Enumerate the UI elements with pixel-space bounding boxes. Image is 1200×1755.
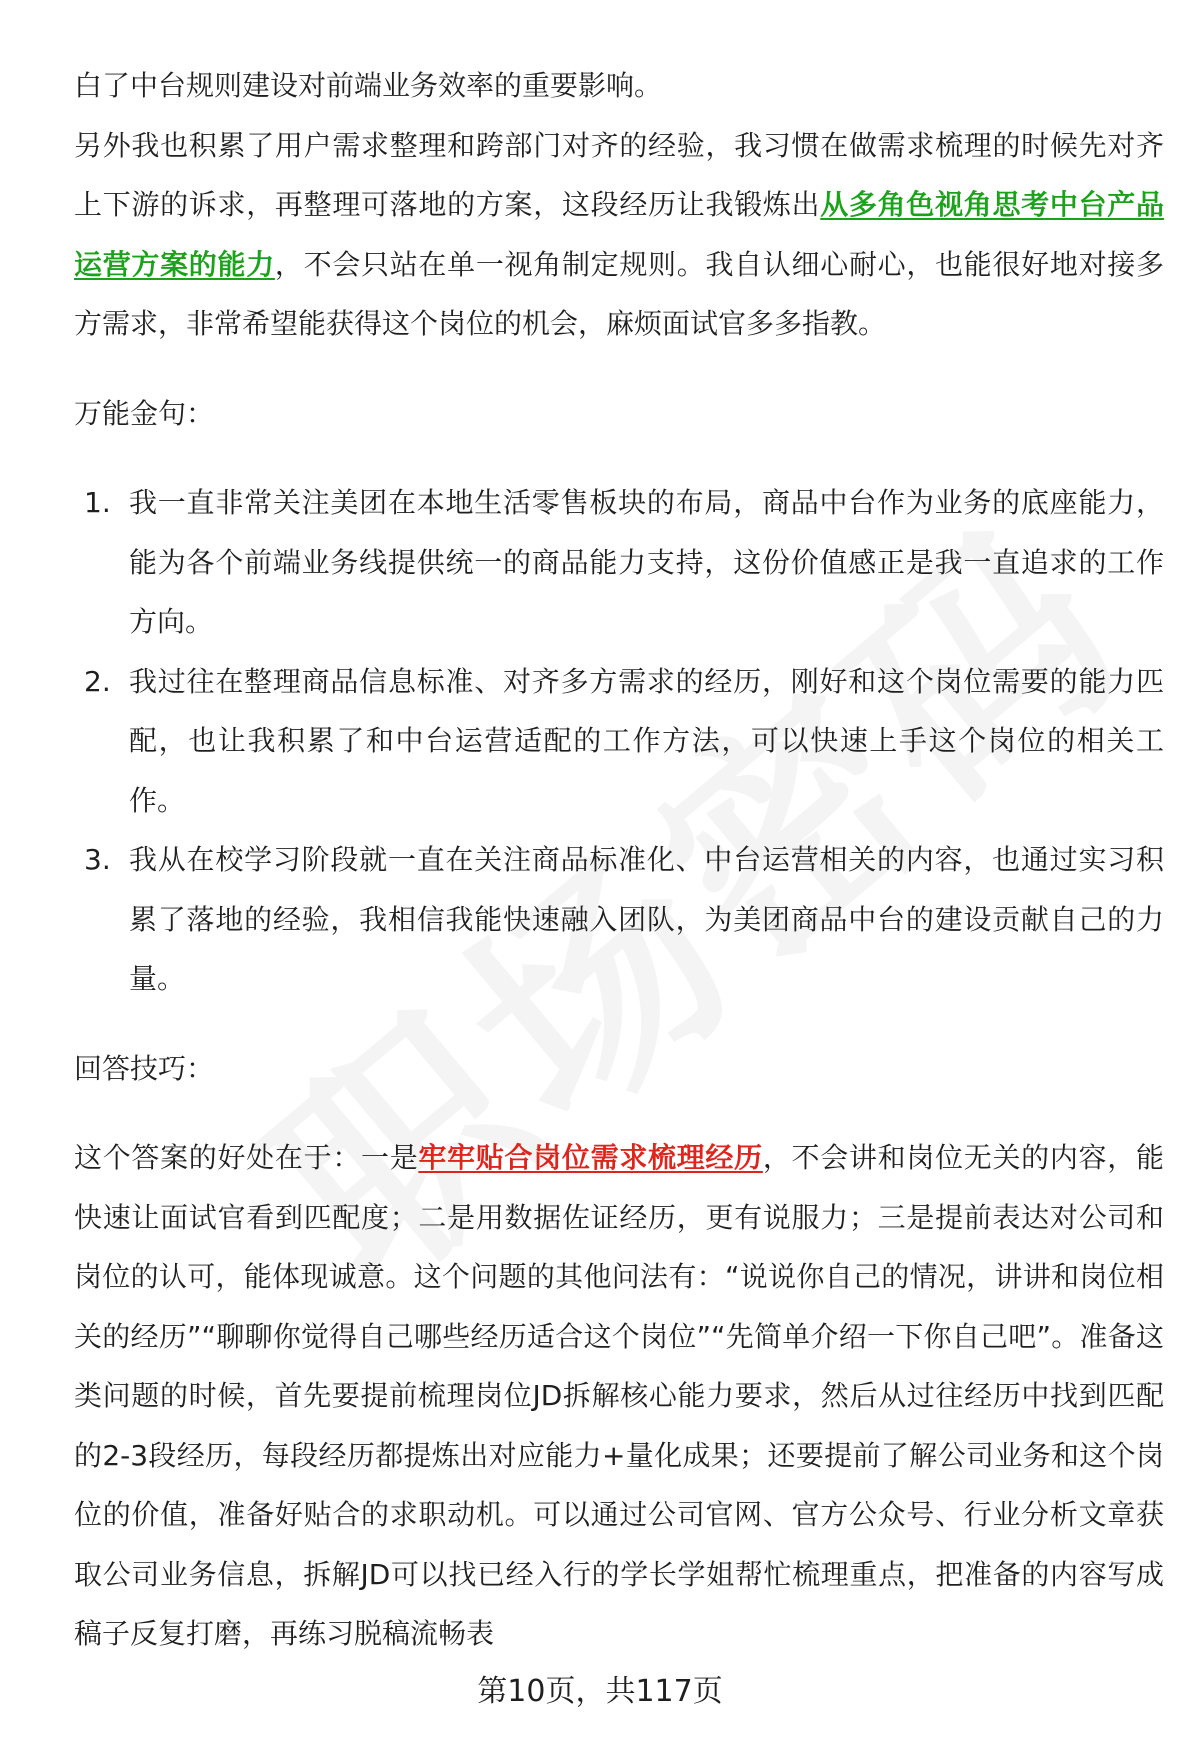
paragraph-top (74, 56, 1164, 116)
tips-text-before: 这个答案的好处在于：一是 (74, 1141, 419, 1174)
golden-sentences-heading: 万能金句： (74, 396, 215, 430)
paragraph-tips (74, 1128, 1164, 1664)
list-item-text: 我过往在整理商品信息标准、对齐多方需求的经历，刚好和这个岗位需要的能力匹配，也让我积累了和中台运营适配的工作方法，可以快速上手这个岗位的相关工作。 (129, 664, 1164, 817)
list-item-number: 2. (84, 664, 111, 698)
page-number-footer: 第10页，共117页 (477, 1674, 723, 1709)
answer-tips-heading: 回答技巧： (74, 1051, 215, 1085)
experience-highlight: 从多角色视角思考中台产品运营方案的能力 (74, 188, 1164, 281)
paragraph-top-text: 白了中台规则建设对前端业务效率的重要影响。 (74, 69, 663, 102)
tips-highlight: 牢牢贴合岗位需求梳理经历 (418, 1141, 763, 1174)
list-item-number: 1. (84, 486, 111, 519)
list-item-text: 我一直非常关注美团在本地生活零售板块的布局，商品中台作为业务的底座能力，能为各个前端业务线提供统一的商品能力支持，这份价值感正是我一直追求的工作方向。 (129, 486, 1164, 638)
list-item (74, 830, 1164, 1009)
golden-sentences-list (74, 473, 1164, 1009)
tips-text-after: ，不会讲和岗位无关的内容，能快速让面试官看到匹配度；二是用数据佐证经历，更有说服力；三是提前表达对公司和岗位的认可，能体现诚意。这个问题的其他问法有：“说说你自己的情况，讲讲和岗位相关的经历”“聊聊你觉得自己哪些经历适合这个岗位”“先简单介绍一下你自己吧”。准备这类问题的时候，首先要提前梳理岗位JD拆解核心能力要求，然后从过往经历中找到匹配的2-3段经历，每段经历都提炼出对应能力+量化成果；还要提前了解公司业务和这个岗位的价值，准备好贴合的求职动机。可以通过公司官网、官方公众号、行业分析文章获取公司业务信息，拆解JD可以找已经入行的学长学姐帮忙梳理重点，把准备的内容写成稿子反复打磨，再练习脱稿流畅表 (74, 1141, 1164, 1650)
experience-text-before: 另外我也积累了用户需求整理和跨部门对齐的经验，我习惯在做需求梳理的时候先对齐上下游的诉求，再整理可落地的方案，这段经历让我锻炼出 (74, 128, 1164, 221)
list-item (74, 473, 1164, 652)
list-item-text: 我从在校学习阶段就一直在关注商品标准化、中台运营相关的内容，也通过实习积累了落地的经验，我相信我能快速融入团队，为美团商品中台的建设贡献自己的力量。 (129, 843, 1164, 995)
experience-text-after: ，不会只站在单一视角制定规则。我自认细心耐心，也能很好地对接多方需求，非常希望能获得这个岗位的机会，麻烦面试官多多指教。 (74, 247, 1164, 340)
paragraph-experience (74, 116, 1164, 354)
list-item (74, 652, 1164, 831)
list-item-number: 3. (84, 843, 111, 876)
document-body (74, 56, 1164, 1664)
